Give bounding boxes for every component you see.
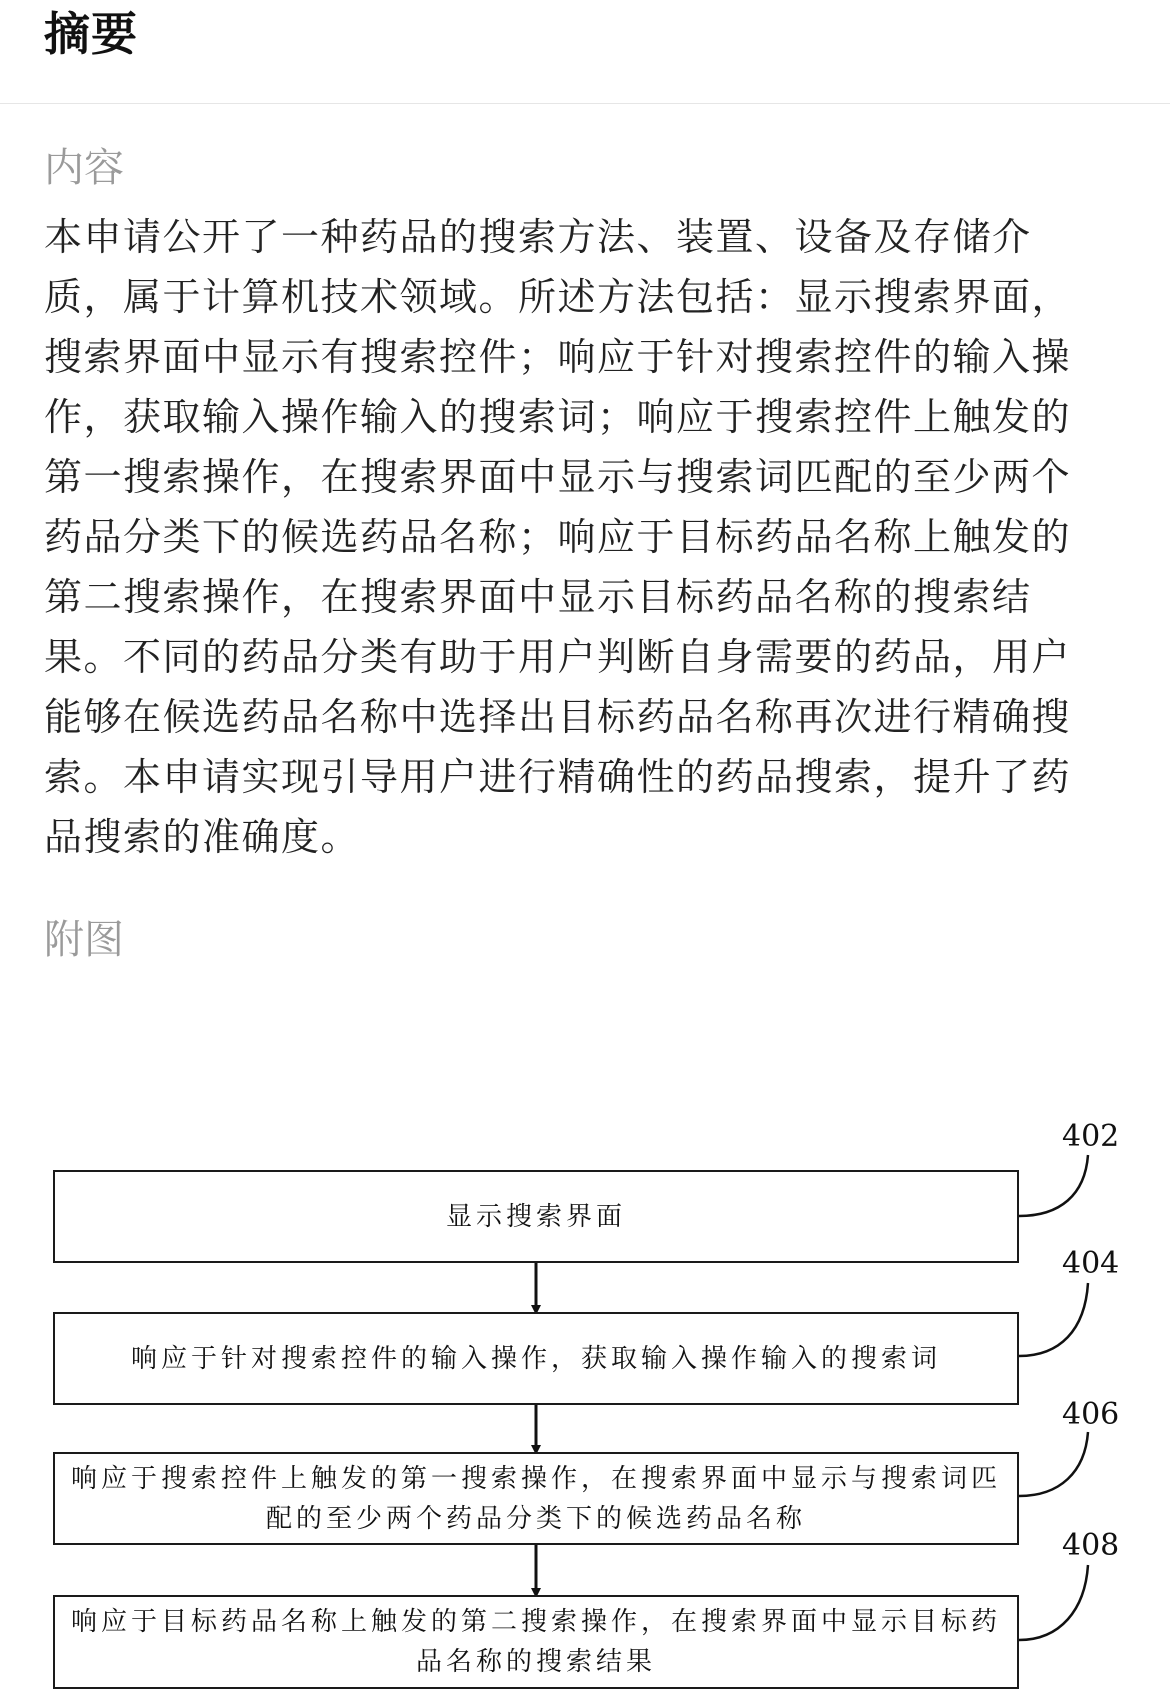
header-divider (0, 103, 1170, 104)
leader-404 (1019, 1283, 1088, 1356)
step-text-404: 响应于针对搜索控件的输入操作，获取输入操作输入的搜索词 (130, 1343, 941, 1374)
content-section-label: 内容 (44, 145, 124, 191)
step-text-406: 响应于搜索控件上触发的第一搜索操作，在搜索界面中显示与搜索词匹配的至少两个药品分类下的候选药品名称 (70, 1463, 1001, 1534)
leader-406 (1019, 1432, 1088, 1496)
leader-408 (1019, 1565, 1088, 1640)
page-title: 摘要 (44, 7, 138, 61)
step-number-402: 402 (1062, 1119, 1120, 1154)
step-box-406 (53, 1452, 1019, 1545)
step-box-402 (53, 1170, 1019, 1263)
step-number-406: 406 (1062, 1397, 1120, 1432)
step-text-402: 显示搜索界面 (445, 1201, 626, 1232)
leader-402 (1019, 1155, 1088, 1216)
step-box-408 (53, 1595, 1019, 1689)
step-text-408: 响应于目标药品名称上触发的第二搜索操作，在搜索界面中显示目标药品名称的搜索结果 (70, 1607, 1001, 1677)
abstract-text: 本申请公开了一种药品的搜索方法、装置、设备及存储介质，属于计算机技术领域。所述方法包括：显示搜索界面，搜索界面中显示有搜索控件；响应于针对搜索控件的输入操作，获取输入操作输入的搜索词；响应于搜索控件上触发的第一搜索操作，在搜索界面中显示与搜索词匹配的至少两个药品分类下的候选药品名称；响应于目标药品名称上触发的第二搜索操作，在搜索界面中显示目标药品名称的搜索结果。不同的药品分类有助于用户判断自身需要的药品，用户能够在候选药品名称中选择出目标药品名称再次进行精确搜索。本申请实现引导用户进行精确性的药品搜索，提升了药品搜索的准确度。 (44, 215, 1072, 859)
flowchart-figure (0, 1100, 1170, 1695)
figure-section-label: 附图 (44, 917, 124, 963)
step-number-408: 408 (1062, 1528, 1120, 1563)
step-box-404 (53, 1312, 1019, 1405)
step-number-404: 404 (1062, 1246, 1120, 1281)
